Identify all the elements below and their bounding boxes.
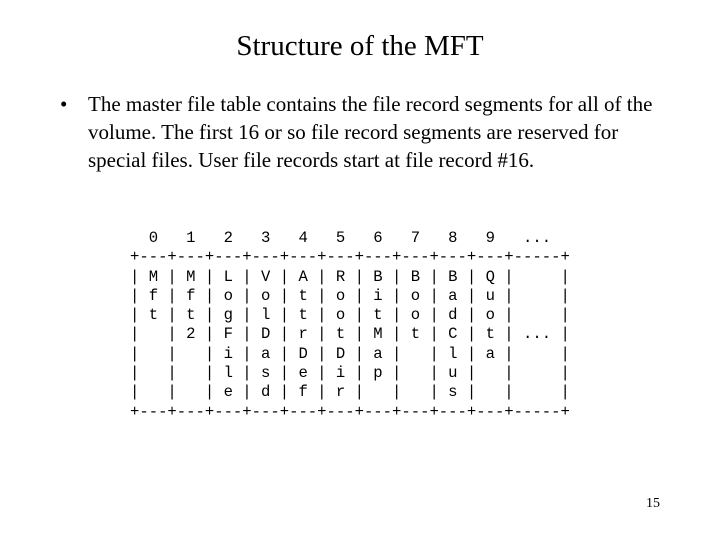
mft-record-diagram bbox=[130, 229, 570, 422]
bullet-marker: • bbox=[60, 92, 68, 116]
diagram-top-border: +---+---+---+---+---+---+---+---+---+---+-----+ bbox=[130, 248, 570, 267]
slide-title: Structure of the MFT bbox=[236, 30, 484, 62]
diagram-row: | | 2 | F | D | r | t | M | t | C | t | ... | bbox=[130, 325, 570, 344]
diagram-bottom-border: +---+---+---+---+---+---+---+---+---+---+-----+ bbox=[130, 402, 570, 421]
bullet-text: The master file table contains the file record segments for all of the volume. The first 16 or so file record segments are reserved for special files. User file records start at file record #16. bbox=[88, 92, 653, 172]
page-number: 15 bbox=[646, 496, 660, 511]
diagram-row: | t | t | g | l | t | o | t | o | d | o | | bbox=[130, 306, 570, 325]
diagram-row: | f | f | o | o | t | o | i | o | a | u | | bbox=[130, 286, 570, 305]
diagram-row: | | | e | d | f | r | | | s | | | bbox=[130, 383, 570, 402]
diagram-row: | | | l | s | e | i | p | | u | | | bbox=[130, 364, 570, 383]
bullet-item bbox=[60, 90, 660, 174]
diagram-row: | M | M | L | V | A | R | B | B | B | Q | | bbox=[130, 267, 570, 286]
diagram-index-row: 0 1 2 3 4 5 6 7 8 9 ... bbox=[130, 229, 552, 247]
diagram-row: | | | i | a | D | D | a | | l | a | | bbox=[130, 344, 570, 363]
